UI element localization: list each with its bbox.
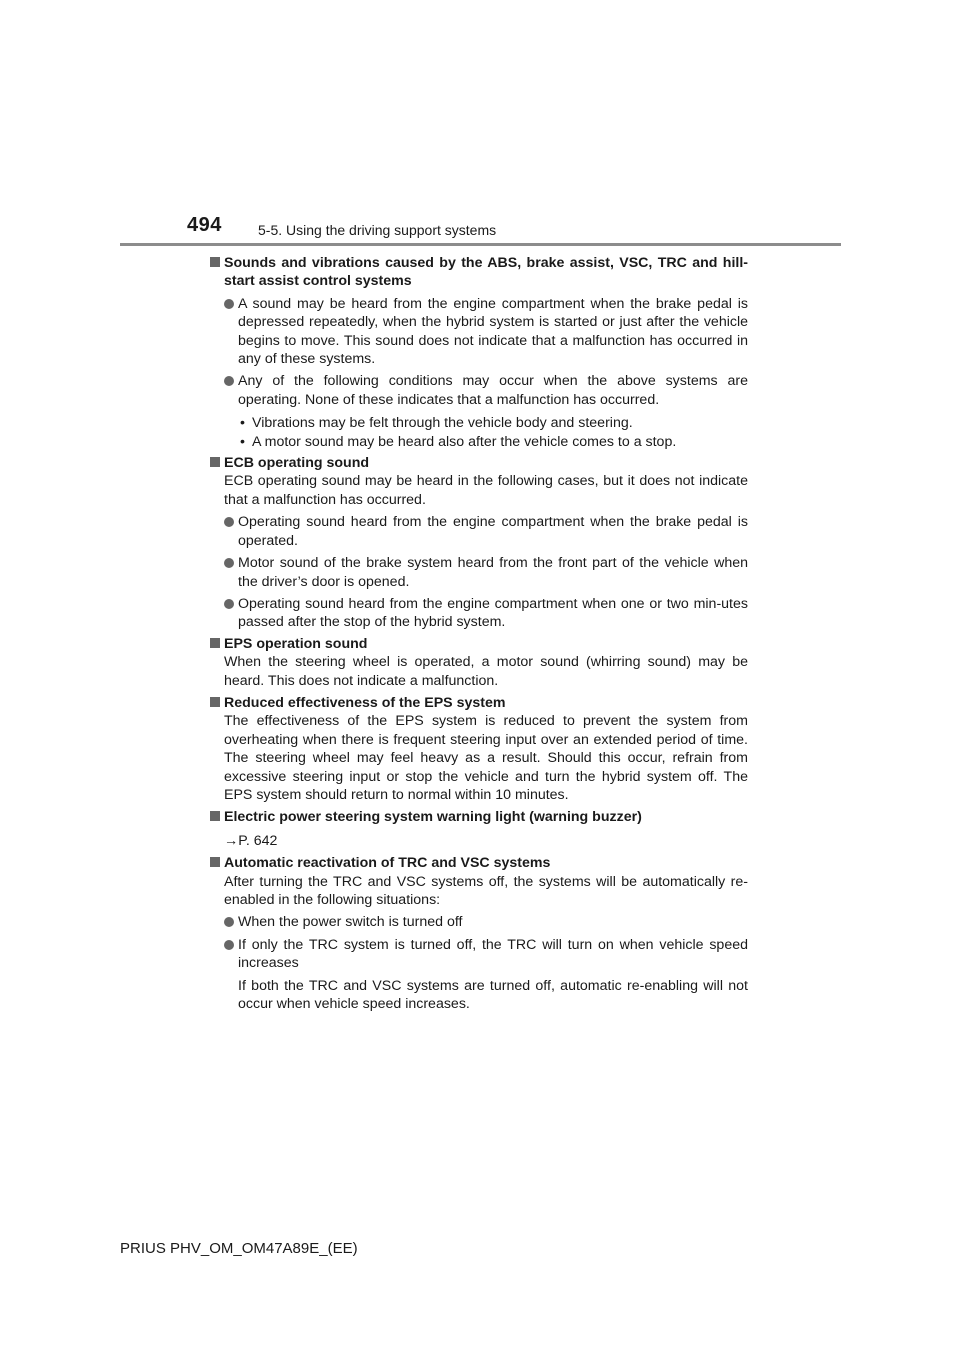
square-bullet-icon — [210, 638, 220, 648]
page-header — [0, 0, 960, 250]
sub-list — [224, 414, 748, 451]
square-bullet-icon — [210, 257, 220, 267]
circle-bullet-icon — [224, 517, 234, 527]
topic-heading: Reduced effectiveness of the EPS system — [224, 694, 506, 711]
section-title: 5-5. Using the driving support systems — [258, 222, 497, 238]
page-reference-link[interactable]: →P. 642 — [224, 832, 278, 849]
list-item — [224, 295, 748, 369]
sub-list-item-text: Vibrations may be felt through the vehicle body and steering. — [252, 415, 633, 432]
topic-text: When the steering wheel is operated, a motor sound (whirring sound) may be heard. This does not indicate a malfunction. — [224, 654, 748, 689]
topic-sounds-vibrations — [210, 254, 748, 451]
square-bullet-icon — [210, 457, 220, 467]
circle-bullet-icon — [224, 558, 234, 568]
square-bullet-icon — [210, 811, 220, 821]
topic-heading: Sounds and vibrations caused by the ABS, brake assist, VSC, TRC and hill-start assist control systems — [224, 255, 748, 290]
topic-eps-effectiveness — [210, 694, 748, 804]
topic-heading: EPS operation sound — [224, 635, 368, 652]
list-item — [224, 513, 748, 550]
list-item — [224, 595, 748, 632]
dot-bullet-icon: • — [240, 415, 245, 432]
topic-heading: Automatic reactivation of TRC and VSC systems — [224, 855, 551, 872]
topic-text: ECB operating sound may be heard in the following cases, but it does not indicate that a malfunction has occurred. — [224, 473, 748, 508]
sub-list-item — [224, 414, 748, 432]
topic-eps-warning-light — [210, 808, 748, 850]
list-item-text: Motor sound of the brake system heard from the front part of the vehicle when the driver’s door is opened. — [238, 555, 748, 590]
circle-bullet-icon — [224, 299, 234, 309]
square-bullet-icon — [210, 857, 220, 867]
list-item-text: When the power switch is turned off — [238, 914, 463, 931]
list-item — [224, 554, 748, 591]
list-item-text: A sound may be heard from the engine compartment when the brake pedal is depressed repeatedly, when the hybrid system is started or just after the vehicle begins to move. This sound does not indicate that a malfunction has occurred in any of these systems. — [238, 295, 748, 368]
topic-eps-sound — [210, 635, 748, 690]
header-divider — [120, 243, 841, 246]
list-item-text: Operating sound heard from the engine compartment when one or two min-utes passed after the stop of the hybrid system. — [238, 595, 748, 631]
page-number: 494 — [187, 214, 222, 236]
topic-heading: ECB operating sound — [224, 455, 370, 472]
topic-note: If both the TRC and VSC systems are turned off, automatic re-enabling will not occur when vehicle speed increases. — [238, 977, 748, 1013]
page-content — [210, 254, 748, 1016]
list-item — [224, 913, 748, 931]
topic-trc-vsc-reactivation — [210, 854, 748, 1013]
dot-bullet-icon: • — [240, 433, 245, 450]
list-item-text: Operating sound heard from the engine compartment when the brake pedal is operated. — [238, 514, 748, 549]
circle-bullet-icon — [224, 376, 234, 386]
circle-bullet-icon — [224, 917, 234, 927]
sub-list-item — [224, 433, 748, 451]
sub-list-item-text: A motor sound may be heard also after the vehicle comes to a stop. — [252, 433, 677, 450]
circle-bullet-icon — [224, 599, 234, 609]
list-item-text: Any of the following conditions may occur when the above systems are operating. None of these indicates that a malfunction has occurred. — [238, 373, 748, 408]
topic-ecb-sound — [210, 454, 748, 632]
document-code: PRIUS PHV_OM_OM47A89E_(EE) — [120, 1240, 358, 1257]
list-item — [224, 936, 748, 973]
topic-text: After turning the TRC and VSC systems off, the systems will be automatically re-enabled in the following situations: — [224, 873, 748, 908]
circle-bullet-icon — [224, 940, 234, 950]
list-item-text: If only the TRC system is turned off, the TRC will turn on when vehicle speed increases — [238, 936, 748, 972]
list-item — [224, 372, 748, 409]
topic-text: The effectiveness of the EPS system is reduced to prevent the system from overheating when there is frequent steering input over an extended period of time. The steering wheel may feel heavy as a result. Should this occur, refrain from excessive steering input or stop the vehicle and turn the hybrid system off. The EPS system should return to normal within 10 minutes. — [224, 713, 748, 803]
topic-heading: Electric power steering system warning light (warning buzzer) — [224, 809, 642, 826]
square-bullet-icon — [210, 697, 220, 707]
